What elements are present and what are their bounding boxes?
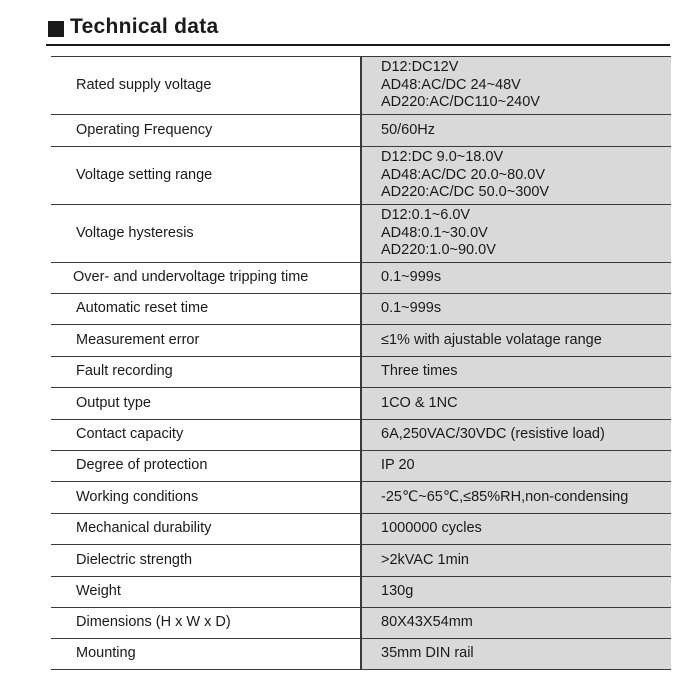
section-header	[46, 14, 670, 46]
table-row	[51, 205, 671, 263]
value-line: AD220:AC/DC 50.0~300V	[381, 184, 550, 201]
value-line: D12:0.1~6.0V	[381, 207, 471, 224]
row-label: Operating Frequency	[51, 115, 361, 147]
section-title: Technical data	[70, 15, 219, 38]
row-label: Fault recording	[51, 357, 361, 388]
table-row	[51, 639, 671, 670]
value-line: 1000000 cycles	[381, 520, 482, 537]
row-value	[361, 608, 671, 639]
row-value	[361, 294, 671, 325]
table-row	[51, 388, 671, 420]
table-row	[51, 420, 671, 451]
row-value	[361, 482, 671, 514]
value-line: D12:DC 9.0~18.0V	[381, 149, 504, 166]
row-value	[361, 57, 671, 115]
row-value	[361, 115, 671, 147]
table-row	[51, 325, 671, 357]
row-value	[361, 325, 671, 357]
row-value	[361, 451, 671, 482]
value-line: 1CO & 1NC	[381, 394, 458, 411]
row-value	[361, 388, 671, 420]
value-line: 35mm DIN rail	[381, 645, 474, 662]
value-line: 50/60Hz	[381, 121, 436, 138]
table-row	[51, 482, 671, 514]
table-row	[51, 147, 671, 205]
row-label: Degree of protection	[51, 451, 361, 482]
row-label: Dimensions (H x W x D)	[51, 608, 361, 639]
row-label: Working conditions	[51, 482, 361, 514]
value-line: D12:DC12V	[381, 59, 459, 76]
row-label: Weight	[51, 577, 361, 608]
value-line: 0.1~999s	[381, 300, 442, 317]
table-row	[51, 115, 671, 147]
row-label: Measurement error	[51, 325, 361, 357]
row-label: Voltage hysteresis	[51, 205, 361, 263]
row-label: Rated supply voltage	[51, 57, 361, 115]
table-row	[51, 357, 671, 388]
table-row	[51, 57, 671, 115]
row-value	[361, 545, 671, 577]
value-line: IP 20	[381, 457, 415, 474]
row-label: Over- and undervoltage tripping time	[51, 263, 361, 294]
value-line: 130g	[381, 583, 414, 600]
square-bullet-icon	[48, 21, 64, 37]
row-value	[361, 357, 671, 388]
value-line: ≤1% with ajustable volatage range	[381, 331, 602, 348]
row-label: Voltage setting range	[51, 147, 361, 205]
row-label: Mechanical durability	[51, 514, 361, 545]
value-line: 0.1~999s	[381, 269, 442, 286]
table-row	[51, 294, 671, 325]
row-value	[361, 147, 671, 205]
value-line: -25℃~65℃,≤85%RH,non-condensing	[381, 488, 629, 505]
table-row	[51, 608, 671, 639]
table-row	[51, 263, 671, 294]
value-line: 6A,250VAC/30VDC (resistive load)	[381, 426, 605, 443]
table-row	[51, 514, 671, 545]
row-value	[361, 639, 671, 670]
row-value	[361, 577, 671, 608]
value-line: Three times	[381, 363, 458, 380]
row-label: Automatic reset time	[51, 294, 361, 325]
value-line: AD48:0.1~30.0V	[381, 224, 488, 241]
table-row	[51, 545, 671, 577]
value-line: AD48:AC/DC 24~48V	[381, 76, 521, 93]
row-value	[361, 514, 671, 545]
value-line: AD220:AC/DC110~240V	[381, 94, 540, 111]
value-line: >2kVAC 1min	[381, 551, 469, 568]
row-value	[361, 263, 671, 294]
row-label: Output type	[51, 388, 361, 420]
row-value	[361, 205, 671, 263]
row-label: Mounting	[51, 639, 361, 670]
value-line: AD48:AC/DC 20.0~80.0V	[381, 166, 546, 183]
table-row	[51, 577, 671, 608]
row-label: Dielectric strength	[51, 545, 361, 577]
technical-data-table	[51, 56, 671, 670]
value-line: AD220:1.0~90.0V	[381, 242, 496, 259]
row-label: Contact capacity	[51, 420, 361, 451]
table-row	[51, 451, 671, 482]
row-value	[361, 420, 671, 451]
value-line: 80X43X54mm	[381, 614, 473, 631]
